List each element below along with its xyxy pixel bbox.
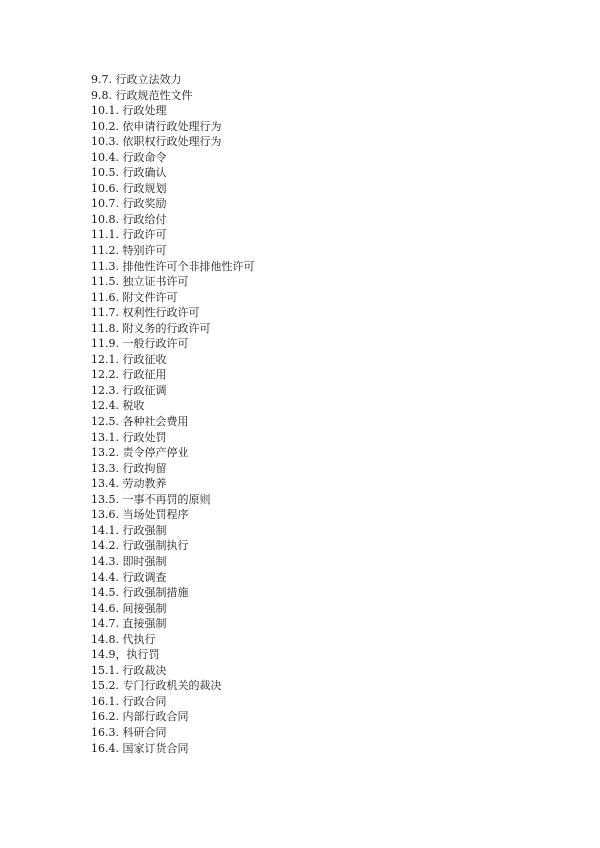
toc-item: 12.1. 行政征收 (91, 352, 167, 366)
toc-item: 14.1. 行政强制 (91, 523, 167, 537)
toc-item: 13.6. 当场处罚程序 (91, 508, 189, 522)
toc-item: 14.3. 即时强制 (91, 554, 167, 568)
toc-item: 13.3. 行政拘留 (91, 461, 167, 475)
toc-item: 11.3. 排他性许可个非排他性许可 (91, 259, 255, 273)
toc-item: 10.7. 行政奖励 (91, 197, 167, 211)
toc-item: 11.5. 独立证书许可 (91, 275, 189, 289)
toc-item: 12.2. 行政征用 (91, 368, 167, 382)
toc-item: 13.2. 责令停产停业 (91, 446, 189, 460)
toc-item: 10.3. 依职权行政处理行为 (91, 135, 222, 149)
toc-item: 13.1. 行政处罚 (91, 430, 167, 444)
toc-item: 12.3. 行政征调 (91, 383, 167, 397)
toc-item: 14.6. 间接强制 (91, 601, 167, 615)
toc-item: 10.2. 依申请行政处理行为 (91, 119, 222, 133)
toc-item: 16.4. 国家订货合同 (91, 741, 189, 755)
toc-item: 10.1. 行政处理 (91, 104, 167, 118)
toc-item: 14.8. 代执行 (91, 632, 156, 646)
toc-item: 16.2. 内部行政合同 (91, 710, 189, 724)
toc-item: 11.9. 一般行政许可 (91, 337, 189, 351)
toc-item: 14.2. 行政强制执行 (91, 539, 189, 553)
toc-item: 11.2. 特别许可 (91, 244, 167, 258)
toc-item: 10.8. 行政给付 (91, 212, 167, 226)
toc-item: 14.5. 行政强制措施 (91, 586, 189, 600)
toc-item: 11.1. 行政许可 (91, 228, 167, 242)
toc-item: 14.9，执行罚 (91, 648, 160, 662)
toc-item: 14.4. 行政调查 (91, 570, 167, 584)
toc-item: 15.2. 专门行政机关的裁决 (91, 679, 222, 693)
toc-item: 10.6. 行政规划 (91, 181, 167, 195)
toc-item: 14.7. 直接强制 (91, 617, 167, 631)
toc-item: 13.5. 一事不再罚的原则 (91, 492, 211, 506)
toc-item: 16.3. 科研合同 (91, 725, 167, 739)
toc-item: 15.1. 行政裁决 (91, 663, 167, 677)
toc-item: 11.8. 附义务的行政许可 (91, 321, 211, 335)
toc-list (91, 72, 255, 756)
toc-item: 10.5. 行政确认 (91, 166, 167, 180)
toc-item: 9.7. 行政立法效力 (91, 73, 182, 86)
toc-item: 9.8. 行政规范性文件 (91, 88, 193, 102)
toc-item: 11.7. 权利性行政许可 (91, 306, 200, 320)
toc-item: 12.4. 税收 (91, 399, 145, 413)
toc-item: 16.1. 行政合同 (91, 694, 167, 708)
toc-item: 11.6. 附文件许可 (91, 290, 178, 304)
toc-item: 12.5. 各种社会费用 (91, 415, 189, 429)
toc-item: 13.4. 劳动教养 (91, 477, 167, 491)
toc-item: 10.4. 行政命令 (91, 150, 167, 164)
